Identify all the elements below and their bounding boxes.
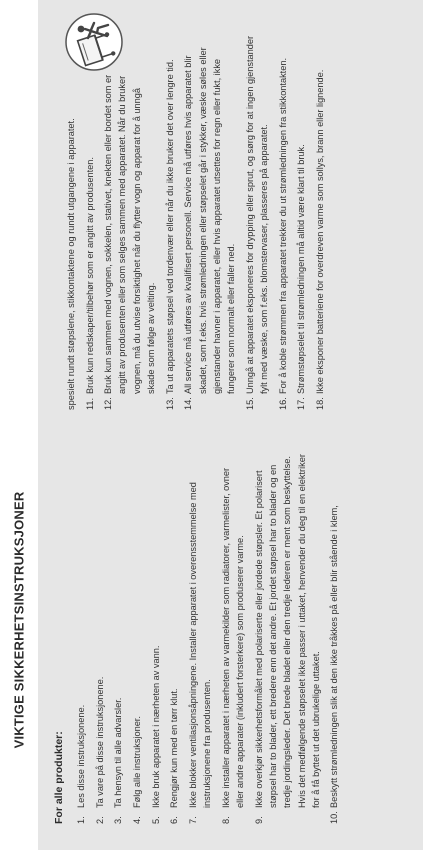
item-number: 8.: [220, 816, 231, 824]
instruction-item: [101, 64, 158, 410]
item-text: Bruk kun sammen med vognen, sokkelen, stativet, knekten eller bordet som er angitt av produsenten eller som selges sammen med apparatet. Når du bruker vognen, må du utvise forsiktighet når du flytter vogn og apparat for å unngå skade som følge av velting.: [103, 74, 157, 394]
item-number: 13.: [164, 397, 175, 410]
item-text: Beskytt strømledningen slik at den ikke tråkkes på eller blir stående i klem,: [329, 505, 340, 808]
item-text: Bruk kun redskaper/tilbehør som er angitt av produsenten.: [84, 157, 95, 394]
item-number: 17.: [296, 397, 307, 410]
item-number: 9.: [253, 816, 264, 824]
section-heading: For alle produkter:: [53, 731, 65, 824]
item-number: 16.: [277, 397, 288, 410]
item-text: Unngå at apparatet eksponeres for drypping eller sprut, og sørg for at ingen gjenstander fylt med væske, som f.eks. blomstervaser, plasseres på apparatet.: [244, 35, 270, 394]
item-number: 12.: [103, 397, 114, 410]
item-text: Ta ut apparatets støpsel ved tordenvær eller når du ikke bruker det over lengre tid.: [164, 59, 175, 394]
instruction-item: [163, 30, 177, 410]
item-number: 10.: [329, 811, 340, 824]
item-number: 1.: [76, 816, 87, 824]
instruction-item: [313, 30, 327, 410]
right-column: [38, 30, 331, 410]
instruction-item: [243, 30, 272, 410]
instruction-item: [276, 30, 290, 410]
instruction-item: [74, 452, 88, 824]
instructions-content: [38, 0, 423, 850]
item-text: Les disse instruksjonene.: [76, 704, 87, 808]
instructions-panel: [38, 0, 423, 850]
item-number: 5.: [150, 816, 161, 824]
instruction-item: [167, 452, 181, 824]
item-number: 6.: [169, 816, 180, 824]
instruction-item: [93, 452, 107, 824]
item-text: Følg alle instruksjoner.: [132, 716, 143, 808]
item-text: All service må utføres av kvalifisert personell. Service må utføres hvis apparatet blir skadet, som f.eks. hvis strømledningen eller støpselet går i stykker, væske søles eller gjenstander havner i apparatet, eller hvis apparatet utsettes for regn eller fukt, ikke fungerer som normalt eller faller ned.: [183, 47, 237, 394]
item-text: Rengjør kun med en tørr klut.: [169, 688, 180, 808]
instruction-item: [186, 452, 215, 824]
item-number: 18.: [314, 397, 325, 410]
item-text: For å koble strømmen fra apparatet trekker du ut strømledningen fra stikkontakten.: [277, 58, 288, 394]
item-number: 14.: [183, 397, 194, 410]
instruction-item: [219, 452, 248, 824]
item-number: 15.: [244, 397, 255, 410]
right-instruction-list: [83, 30, 328, 410]
item-10-continuation: spesielt rundt støpslene, stikkontaktene og rundt utgangene i apparatet.: [66, 118, 76, 410]
item-text: Ikke bruk apparatet i nærheten av vann.: [150, 645, 161, 808]
left-column: [38, 452, 346, 824]
instruction-item: [111, 452, 125, 824]
item-text: Ta vare på disse instruksjonene.: [94, 676, 105, 808]
left-instruction-list: [74, 452, 341, 824]
cart-tipover-warning-icon: [64, 12, 124, 72]
title-strip: [0, 0, 38, 850]
item-number: 2.: [94, 816, 105, 824]
instruction-item: [327, 452, 341, 824]
instruction-item: [149, 452, 163, 824]
item-number: 4.: [132, 816, 143, 824]
instruction-item: [130, 452, 144, 824]
instruction-item: [294, 30, 308, 410]
item-text: Ikke overkjør sikkerhetsformålet med polariserte eller jordede støpsler. Et polarisert støpsel har to blader, ett bredere enn det andre. Et jordet støpsel har to blader og en tredje jordingsleder. Det brede bladet eller den tredje lederen er ment som beskyttelse. Hvis det medfølgende støpselet ikke passer i uttaket, henvender du deg til en elektriker for å få byttet ut det ubrukelige uttaket.: [253, 454, 321, 808]
instruction-item: [181, 30, 238, 410]
item-text: Ta hensyn til alle advarsler.: [113, 697, 124, 808]
item-text: Ikke eksponer batteriene for overdreven varme som sollys, brann eller lignende.: [314, 69, 325, 394]
item-number: 11.: [84, 397, 95, 410]
item-number: 7.: [187, 816, 198, 824]
item-text: Ikke blokker ventilasjonsåpningene. Installer apparatet i overensstemmelse med instruksjonene fra produsenten.: [187, 482, 213, 808]
item-text: Strømstøpselet til strømledningen må alltid være klart til bruk.: [296, 144, 307, 394]
instruction-item: [83, 30, 97, 410]
instruction-item: [252, 452, 323, 824]
item-text: Ikke installer apparatet i nærheten av varmekilder som radiatorer, varmelister, ovner eller andre apparater (inkludert forsterkere) som produserer varme.: [220, 467, 246, 808]
item-number: 3.: [113, 816, 124, 824]
page-title: VIKTIGE SIKKERHETSINSTRUKSJONER: [11, 491, 27, 749]
